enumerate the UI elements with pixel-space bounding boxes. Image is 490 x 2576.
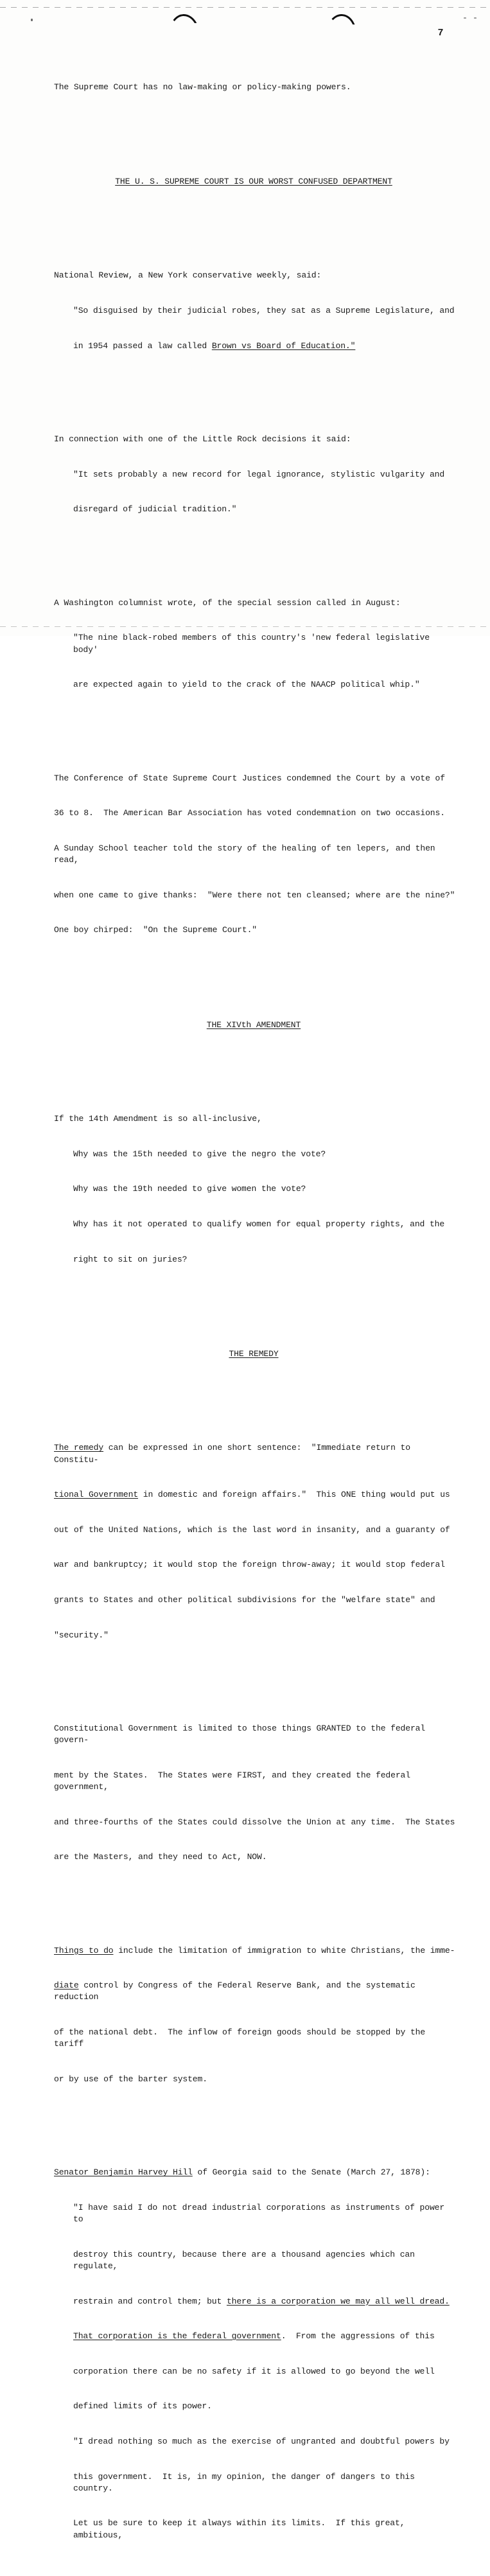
constitutional-line-1: Constitutional Government is limited to those things GRANTED to the federal govern-: [54, 1724, 430, 1745]
remedy-line-1: [54, 1442, 459, 1465]
arc-mark-left: [168, 13, 200, 35]
hill-quote-line-2: destroy this country, because there are a thousand agencies which can regulate,: [73, 2249, 420, 2271]
remedy-line-6: "security.": [54, 1630, 109, 1640]
conference-line-1: The Conference of State Supreme Court Justices condemned the Court by a vote of: [54, 773, 445, 783]
heading-supreme-court: [49, 175, 459, 188]
conference-line-4: when one came to give thanks: "Were there not ten cleansed; where are the nine?": [54, 890, 455, 900]
scan-speck: [31, 19, 33, 21]
arc-mark-right: [326, 13, 358, 35]
hill-quote-line-4: [54, 2331, 459, 2342]
top-crop-line: [0, 7, 490, 8]
things-to-do-line-2: [54, 1980, 459, 2003]
washington-quote-line-2: are expected again to yield to the crack of the NAACP political whip.": [73, 680, 420, 690]
hill-quote-line-6: defined limits of its power.: [73, 2401, 212, 2412]
scan-speck: [464, 17, 466, 19]
little-rock-quote-line-1: "It sets probably a new record for legal ignorance, stylistic vulgarity and: [73, 469, 445, 479]
hill-quote-line-7: "I dread nothing so much as the exercise of ungranted and doubtful powers by: [73, 2437, 450, 2446]
hill-quote-line-8: this government. It is, in my opinion, the danger of dangers to this country.: [73, 2471, 420, 2493]
constitutional-line-4: are the Masters, and they need to Act, NOW.: [54, 1852, 267, 1862]
document-body: [54, 46, 459, 2576]
conference-line-2: 36 to 8. The American Bar Association has voted condemnation on two occasions.: [54, 808, 445, 818]
heading-remedy: [49, 1347, 459, 1361]
things-to-do-line-1: [54, 1945, 459, 1957]
remedy-line-2-rest: in domestic and foreign affairs." This ONE thing would put us: [138, 1490, 450, 1500]
heading-supreme-court-text: THE U. S. SUPREME COURT IS OUR WORST CONFUSED DEPARTMENT: [115, 177, 392, 187]
remedy-line-5: grants to States and other political subdivisions for the "welfare state" and: [54, 1594, 435, 1605]
things-to-do-line-2-rest: control by Congress of the Federal Reserve Bank, and the systematic reduction: [54, 1981, 421, 2002]
little-rock-intro: In connection with one of the Little Rock decisions it said:: [54, 434, 351, 445]
scan-speck: [474, 17, 477, 19]
constitutional-line-3: and three-fourths of the States could dissolve the Union at any time. The States: [54, 1817, 455, 1827]
remedy-emphasis-tional-government: tional Government: [54, 1490, 139, 1500]
remedy-emphasis-the-remedy: The remedy: [54, 1443, 104, 1453]
things-to-do-emphasis: Things to do: [54, 1945, 114, 1955]
things-to-do-line-1-rest: include the limitation of immigration to white Christians, the imme-: [113, 1945, 455, 1955]
things-to-do-line-3: of the national debt. The inflow of foreign goods should be stopped by the tariff: [54, 2027, 430, 2049]
amendment-intro: If the 14th Amendment is so all-inclusive,: [54, 1114, 262, 1124]
hill-quote-emphasis-federal-government: That corporation is the federal government: [73, 2331, 281, 2342]
opening-paragraph: The Supreme Court has no law-making or policy-making powers.: [54, 82, 351, 92]
little-rock-quote-line-2: disregard of judicial tradition.": [73, 504, 237, 515]
quote-text-plain: in 1954 passed a law called: [73, 340, 212, 351]
hill-quote-line-1: "I have said I do not dread industrial corporations as instruments of power to: [73, 2202, 450, 2225]
things-to-do-line-4: or by use of the barter system.: [54, 2074, 207, 2084]
remedy-line-1-rest: can be expressed in one short sentence: "Immediate return to Constitu-: [54, 1443, 416, 1465]
hill-quote-line-3-pre: restrain and control them; but: [73, 2296, 227, 2306]
hill-quote-line-4-rest: . From the aggressions of this: [281, 2331, 435, 2342]
hill-quote-line-3: [54, 2296, 459, 2307]
heading-remedy-text: THE REMEDY: [229, 1348, 279, 1359]
amendment-question-3: Why has it not operated to qualify women for equal property rights, and the: [73, 1219, 445, 1229]
remedy-line-2: [54, 1489, 459, 1501]
page-number: 7: [437, 28, 444, 39]
amendment-question-1: Why was the 15th needed to give the negro the vote?: [73, 1149, 326, 1159]
national-review-intro: National Review, a New York conservative weekly, said:: [54, 270, 322, 281]
constitutional-line-2: ment by the States. The States were FIRST, and they created the federal government,: [54, 1770, 416, 1792]
hill-quote-emphasis-corporation-dread: there is a corporation we may all well dread.: [226, 2296, 450, 2306]
amendment-question-2: Why was the 19th needed to give women the vote?: [73, 1184, 306, 1194]
conference-line-3: A Sunday School teacher told the story of the healing of ten lepers, and then read,: [54, 843, 441, 865]
hill-quote-line-5: corporation there can be no safety if it is allowed to go beyond the well: [73, 2366, 435, 2376]
national-review-quote-line-1: "So disguised by their judicial robes, they sat as a Supreme Legislature, and: [73, 306, 455, 316]
things-to-do-emphasis-cont: diate: [54, 1981, 79, 1991]
amendment-question-3-cont: right to sit on juries?: [73, 1254, 188, 1264]
national-review-quote-line-2: [54, 340, 459, 352]
heading-fourteenth-amendment-text: THE XIVth AMENDMENT: [206, 1019, 301, 1030]
washington-columnist-intro: A Washington columnist wrote, of the special session called in August:: [54, 597, 401, 608]
case-citation-brown-v-board: Brown vs Board of Education.": [211, 340, 356, 351]
remedy-line-4: war and bankruptcy; it would stop the foreign throw-away; it would stop federal: [54, 1560, 445, 1570]
hill-name-emphasis: Senator Benjamin Harvey Hill: [54, 2167, 193, 2178]
washington-quote-line-1: "The nine black-robed members of this country's 'new federal legislative body': [73, 633, 435, 655]
hill-quote-line-9: Let us be sure to keep it always within its limits. If this great, ambitious,: [73, 2518, 410, 2540]
conference-line-5: One boy chirped: "On the Supreme Court.": [54, 925, 258, 935]
remedy-line-3: out of the United Nations, which is the last word in insanity, and a guaranty of: [54, 1524, 450, 1535]
hill-intro-rest: of Georgia said to the Senate (March 27, 1878):: [192, 2167, 430, 2178]
heading-fourteenth-amendment: [49, 1018, 459, 1032]
hill-intro: [54, 2167, 459, 2178]
